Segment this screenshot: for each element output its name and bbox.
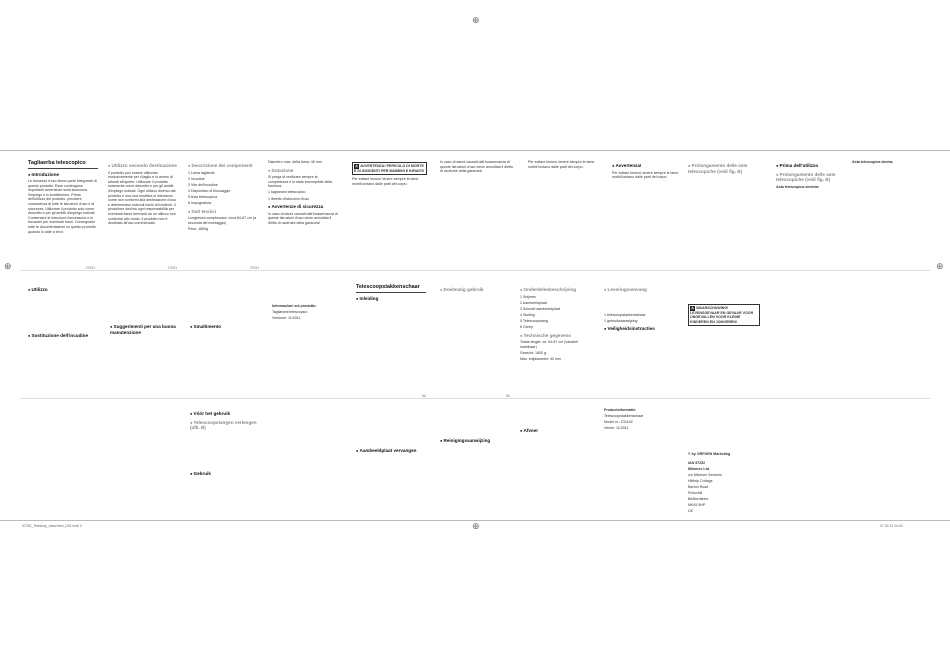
page-number: NL (506, 394, 511, 398)
page-it-15 (272, 284, 342, 394)
page-nl-12 (356, 408, 426, 518)
list-item: 1 libretto d'istruzioni d'uso (268, 196, 310, 201)
paragraph: Si prega di verificare sempre la completezza e lo stato ineccepibile della fornitura. (268, 175, 333, 189)
address-line: Bedfordshire (688, 497, 709, 502)
file-slug: 57252_Teleskop_Astschere_LB1.indd 2 (22, 524, 82, 528)
paragraph: Le istruzioni d'uso fanno parte integrante di questo prodotto. Esse contengono importanti avvertenze sulla sicurezza, l'impiego e lo smaltimento. Prima dell'utilizzo del prodotto, prendere conoscenza di tutte le istruzioni d'uso e di sicurezza. Utilizzare il prodotto solo come descritto e per gli ambiti d'impiego indicati. Conservare le istruzioni d'accessorio e le istruzioni per eventuali futuri. Consegnarle tutte le documentazioni su questo prodotto quando lo date a terzi. (28, 179, 97, 234)
warning-text: WAARSCHUWING! LEVENSGEVAAR EN GEVAAR VOOR ONGEVALLEN VOOR KLEINE KINDEREN EN JONGEREN! (690, 306, 754, 324)
section-heading: ● Prima dell'utilizzo (776, 163, 848, 169)
section-heading: ● Onderdelenbeschrijving (520, 287, 590, 293)
page-number: IT/CH (86, 266, 95, 270)
page-number: NL (422, 394, 427, 398)
list-item: 3 Vite dell'incudine (188, 182, 218, 187)
paragraph: In caso di danni causati dall'inosservanza di queste istruzioni d'uso viene annullata il diritto di usufruire della garanzia! (268, 211, 338, 225)
list-item: 4 Sluiting (520, 312, 535, 317)
list-item: 4 Dispositivo di bloccaggio (188, 188, 231, 193)
paragraph: Per evitare lesioni, tenere sempre le lame mobili lontano dalle parti del corpo. (528, 160, 595, 169)
page-it-1 (28, 160, 98, 268)
address-line: Barton Road (688, 484, 709, 489)
list-item: 1 Snijmes (520, 294, 536, 299)
section-heading: ● Suggerimenti per una buona manutenzione (110, 324, 180, 335)
section-heading: ● Prolungamento delle aste telescopiche (vedi fig. B) (688, 163, 763, 174)
back-cover (688, 452, 778, 518)
paragraph: Versie: 11/2011 (604, 426, 629, 431)
page-it-4 (268, 160, 338, 268)
warning-icon: ⚠ (355, 164, 359, 168)
page-title: Tagliaerba telescopico (28, 160, 98, 169)
paragraph: Diametro max. della lama: 40 mm (268, 160, 322, 164)
page-nl-7 (852, 284, 924, 394)
section-heading: ● Prolungamento delle aste telescopiche (vedi fig. B) (776, 172, 848, 183)
registration-mark-left: ⊕ (4, 261, 12, 271)
registration-mark-bottom: ⊕ (472, 521, 480, 531)
list-item: Peso: 1800g (188, 226, 209, 231)
page-nl-5 (688, 284, 760, 394)
paragraph: Telescoopstakkenschaar (604, 414, 644, 419)
page-it-6 (440, 160, 515, 268)
list-item: 1 Lama tagliente (188, 170, 215, 175)
paragraph: Versione: 11/2011 (272, 316, 301, 321)
page-it-9 (688, 160, 763, 268)
list-item: 3 Schroef aambeeldplaat (520, 306, 560, 311)
list-item: 6 Greep (520, 325, 533, 330)
page-nl-6 (772, 284, 844, 394)
paragraph: Per evitare lesioni, tenere sempre le lame mobili lontano dalle parti del corpo. (612, 170, 679, 180)
section-heading: ● Aambeeldplaat vervangen (356, 448, 426, 454)
page-number: IT/CH (168, 266, 177, 270)
page-nl-14 (520, 408, 590, 518)
section-heading: ● Vóór het gebruik (190, 411, 260, 417)
section-heading: ● Avvertenze di sicurezza (268, 204, 338, 210)
page-nl-11 (272, 408, 342, 518)
warning-box (352, 162, 427, 175)
section-heading: ● Reinigingsaanwijzing (440, 438, 510, 444)
page-nl-13 (440, 408, 510, 518)
section-heading: ● Telescoopstangen verlengen (afb. B) (190, 420, 260, 431)
list-item: Lunghezza complessiva: circa 64-87 cm (a seconda del montaggio) (188, 216, 257, 225)
page-it-5 (352, 160, 427, 268)
paragraph: In caso di danni causati dall'inosservanza di queste istruzioni d'uso viene annullata il diritto di usufruire della garanzia! (440, 160, 514, 174)
section-heading: ● Avvertenza! (612, 163, 682, 169)
address-line: Milomex Ltd. (688, 466, 710, 471)
paragraph: Per evitare lesioni, tenere sempre le lame mobili lontano dalle parti del corpo. (352, 177, 419, 186)
warning-box (688, 304, 760, 326)
page-it-13 (110, 284, 180, 394)
page-it-11 (852, 160, 924, 268)
section-heading: ● Inleiding (356, 296, 426, 302)
section-heading: ● Afvoer (520, 428, 590, 434)
section-heading: ● Introduzione (28, 172, 98, 178)
page-nl-8 (28, 408, 98, 518)
section-heading: ● Gebruik (190, 471, 260, 477)
address-line: Hillbrip Cottage (688, 478, 713, 483)
list-item: Totale lengte: ca. 64-87 cm (variabel instelbaar) (520, 340, 578, 349)
ian-number: IAN 57252 (688, 460, 706, 465)
page-nl-10 (190, 408, 260, 518)
registration-mark-right: ⊕ (936, 261, 944, 271)
section-heading: ● Veiligheidsinstructies (604, 326, 676, 332)
address-line: c/o Milomex Services (688, 472, 722, 477)
paragraph: Informazioni sul prodotto: (272, 304, 317, 308)
section-heading: ● Descrizione dei componenti (188, 163, 258, 169)
section-heading: ● Technische gegevens (520, 333, 590, 339)
list-item: Max. snijdiameter: 40 mm (520, 357, 562, 362)
list-item: 5 Telescoopstang (520, 318, 548, 323)
registration-mark-top: ⊕ (472, 15, 480, 25)
page-it-14 (190, 284, 260, 394)
section-heading: ● Sostituzione dell'incudine (28, 333, 98, 339)
paragraph: Model nr.: Z31102 (604, 420, 633, 425)
list-item: 2 Aambeeldplaat (520, 300, 547, 305)
page-it-7 (528, 160, 603, 268)
section-heading: ● Dotazione (268, 168, 338, 174)
subheading: Asta telescopica sinistra: (776, 184, 820, 189)
address-line: UK (688, 509, 693, 514)
page-number: IT/CH (250, 266, 259, 270)
subheading: Asta telescopica destra: (852, 160, 894, 164)
page-nl-2 (440, 284, 510, 394)
section-heading: ● Utilizzo (28, 287, 98, 293)
address-line: MK45 5HP (688, 503, 706, 508)
list-item: 1 telescoopstakkenschaar (604, 312, 646, 317)
list-item: 1 gebruiksaanwijzing (604, 318, 638, 323)
paragraph: Il prodotto può essere utilizzato esclusivamente per il taglio e lo ammo di arbusti all'aperto. Utilizzare il prodotto solamente come descritto e per gli ambiti d'impiego indicati. Ogni utilizzo diverso dal prodotto e una sua modifica si intendono come non conformi alla destinazione d'uso e determinano notevoli rischi di incidenti. Il produttore declina ogni responsabilità per eventuali danni derivanti da un utilizzo non conforme allo modo. Il prodotto non è destinato all'uso commerciale. (108, 170, 176, 226)
page-nl-15 (604, 408, 676, 518)
warning-text: AVVERTENZA! PERICOLO DI MORTE E DI INCIDENTI PER BAMBINI E INFANTI! (354, 164, 425, 173)
paragraph: Tagliarami telescopico (272, 310, 308, 315)
date-slug: 07.02.12 14:40 (880, 524, 903, 528)
list-item: 1 tagliarami telescopico (268, 190, 306, 195)
fold-line-1 (0, 150, 950, 151)
list-item: 6 Impugnatura (188, 201, 212, 206)
fold-line-4 (0, 520, 950, 521)
brand-line: © by ORFGEN Marketing (688, 452, 731, 456)
list-item: Gewicht: 1800 g (520, 350, 546, 355)
section-heading: ● Utilizzo secondo destinazione (108, 163, 178, 169)
page-it-12 (28, 284, 98, 394)
section-heading: ● Doelmatig gebruik (440, 287, 510, 293)
section-heading: ● Dati tecnici (188, 209, 258, 215)
page-it-10 (776, 160, 848, 268)
page-nl-3 (520, 284, 590, 394)
list-item: 2 Incudine (188, 176, 205, 181)
section-heading: ● Smaltimento (190, 324, 260, 330)
section-heading: ● Leveringsomvang (604, 287, 676, 293)
fold-line-2 (20, 270, 930, 271)
address-line: Pulloxhill (688, 491, 703, 496)
page-nl-1 (356, 284, 426, 394)
fold-line-3 (20, 398, 930, 399)
warning-icon: ⚠ (691, 306, 695, 310)
paragraph: Productinformatie: (604, 408, 637, 412)
page-title: Telescoopstakkenschaar (356, 284, 426, 293)
page-it-2 (108, 160, 178, 268)
list-item: 5 Asta telescopica (188, 194, 217, 199)
page-it-3 (188, 160, 258, 268)
page-it-8 (612, 160, 682, 268)
page-nl-9 (110, 408, 180, 518)
page-nl-4 (604, 284, 676, 394)
